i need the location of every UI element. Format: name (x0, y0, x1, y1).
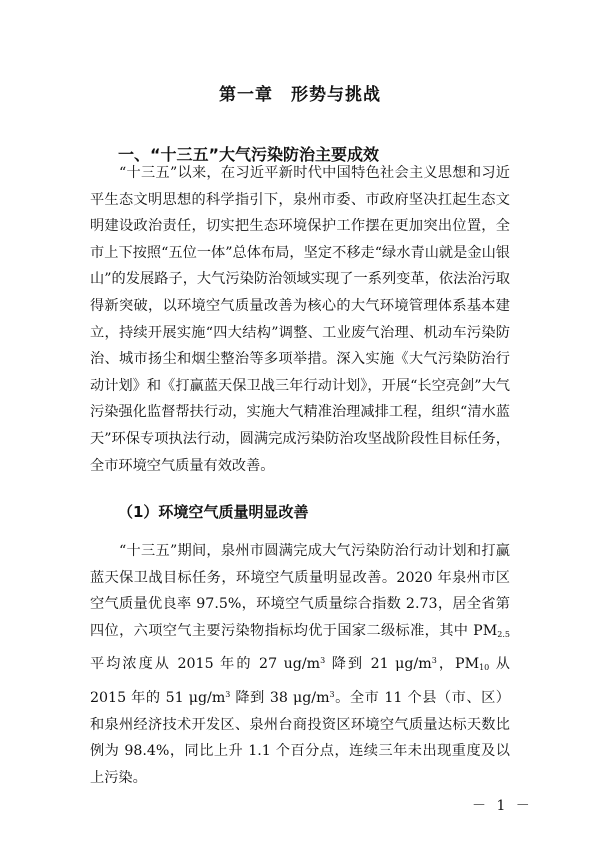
paragraph-2-text: 。全市 11 个县（市、区）和泉州经济技术开发区、泉州台商投资区环境空气质量达标天数比例为 98.4%，同比上升 1.1 个百分点，连续三年未出现重度及以上污染。 (90, 689, 510, 786)
paragraph-2-text: 从 2015 年的 51 μg/m (90, 656, 510, 706)
unit-superscript: 3 (225, 689, 231, 699)
subsection-heading: （1）环境空气质量明显改善 (118, 503, 309, 521)
paragraph-2-text: 降到 38 μg/m (230, 689, 330, 706)
page-number: － 1 － (472, 798, 533, 814)
chapter-title: 第一章 形势与挑战 (219, 85, 381, 105)
unit-superscript: 3 (431, 656, 437, 666)
body-paragraph-2 (90, 538, 510, 791)
paragraph-2-text: 降到 21 μg/m (325, 656, 432, 673)
pm25-subscript: 2.5 (497, 629, 510, 639)
unit-superscript: 3 (329, 689, 335, 699)
section-heading: 一、“十三五”大气污染防治主要成效 (118, 145, 380, 164)
paragraph-2-text: 平均浓度从 2015 年的 27 ug/m (90, 656, 321, 673)
paragraph-2-text: ，PM (436, 656, 480, 673)
paragraph-2-text: “十三五”期间，泉州市圆满完成大气污染防治行动计划和打赢蓝天保卫战目标任务，环境空气质量明显改善。2020 年泉州市区空气质量优良率 97.5%，环境空气质量综合指数 2.73，居全省第四位，六项空气主要污染物指标均优于国家二级标准，其中 PM (90, 543, 510, 639)
pm10-subscript: 10 (479, 663, 490, 673)
body-paragraph-1: “十三五”以来，在习近平新时代中国特色社会主义思想和习近平生态文明思想的科学指引下，泉州市委、市政府坚决扛起生态文明建设政治责任，切实把生态环境保护工作摆在更加突出位置，全市上下按照“五位一体”总体布局，坚定不移走“绿水青山就是金山银山”的发展路子，大气污染防治领域实现了一系列变革，依法治污取得新突破，以环境空气质量改善为核心的大气环境管理体系基本建立，持续开展实施“四大结构”调整、工业废气治理、机动车污染防治、城市扬尘和烟尘整治等多项举措。深入实施《大气污染防治行动计划》和《打赢蓝天保卫战三年行动计划》，开展“长空亮剑”大气污染强化监督帮扶行动，实施大气精准治理减排工程，组织“清水蓝天”环保专项执法行动，圆满完成污染防治攻坚战阶段性目标任务，全市环境空气质量有效改善。 (90, 165, 510, 474)
unit-superscript: 3 (320, 656, 326, 666)
